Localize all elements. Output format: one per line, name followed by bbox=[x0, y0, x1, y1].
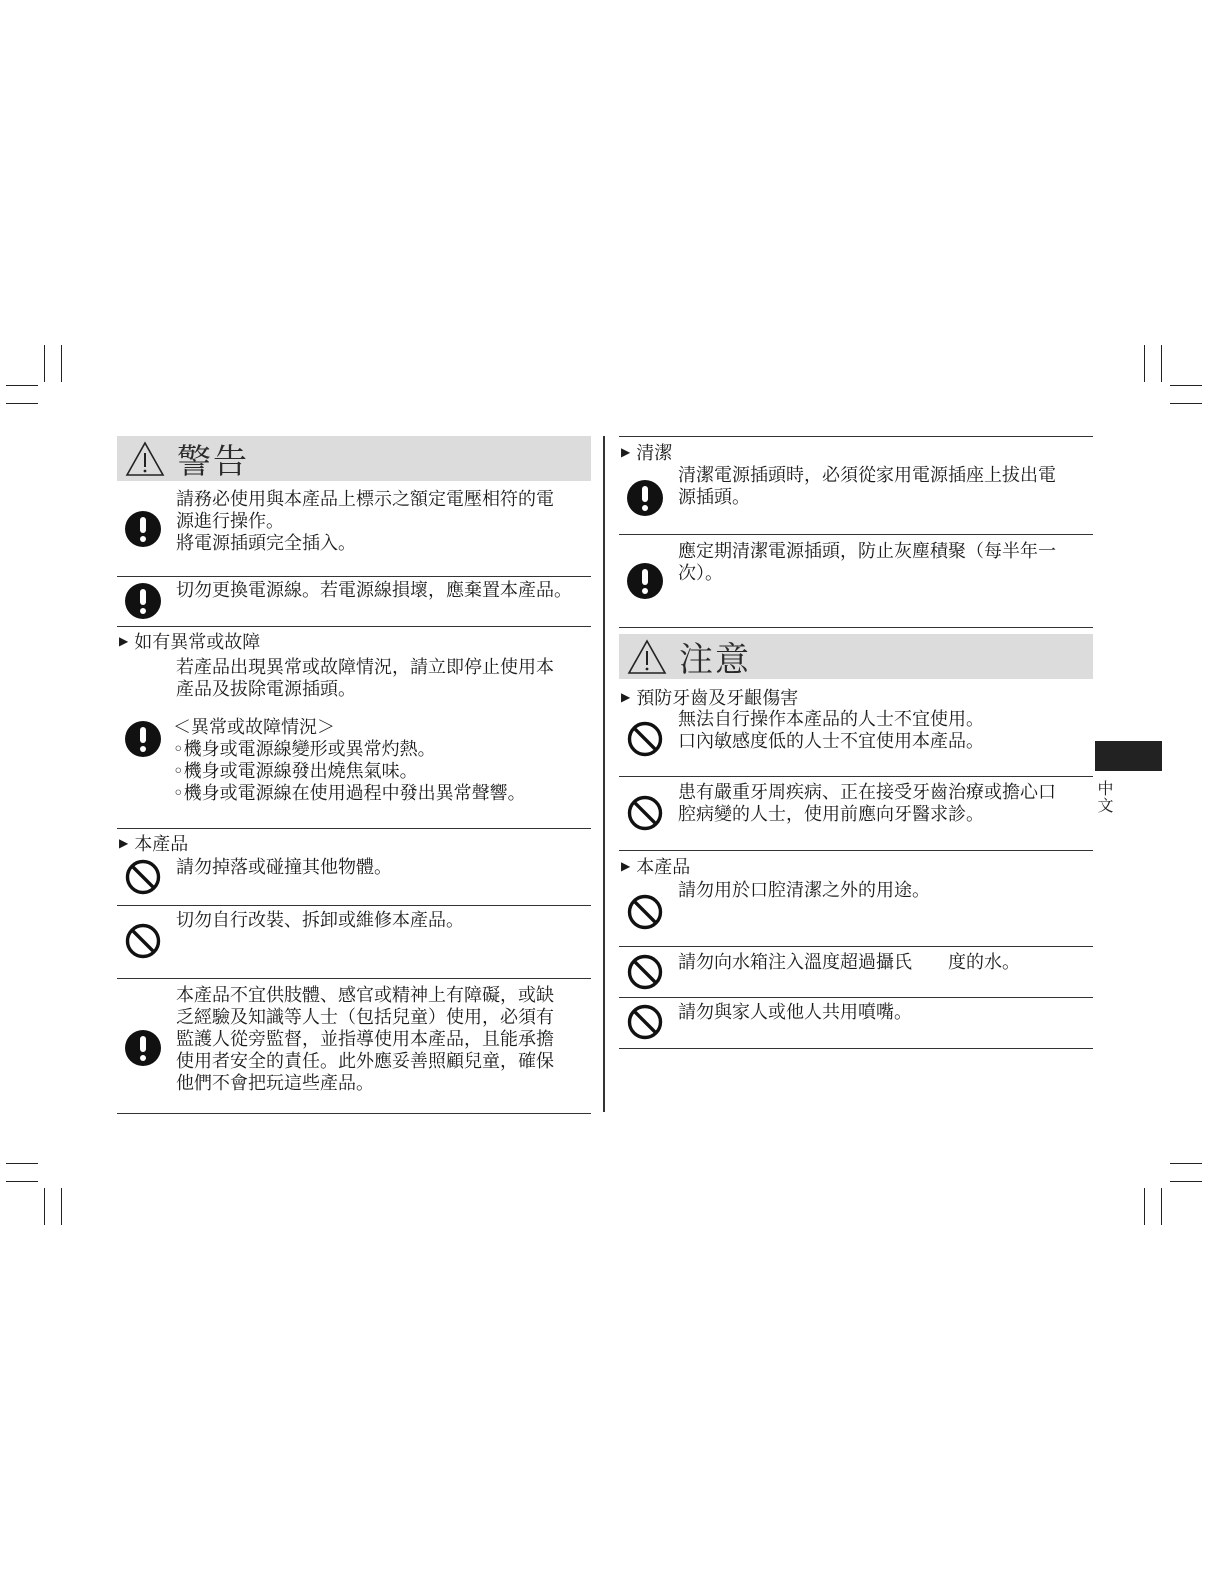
triangle-right-icon: ▶ bbox=[119, 836, 129, 850]
section-heading bbox=[117, 831, 591, 855]
cleaning-item bbox=[619, 464, 1093, 534]
warning-triangle-icon bbox=[627, 639, 667, 675]
warning-item bbox=[117, 906, 591, 978]
cleaning-heading: 清潔 bbox=[636, 443, 673, 464]
text-line: 產品及拔除電源插頭。 bbox=[176, 679, 356, 700]
triangle-right-icon: ▶ bbox=[621, 445, 631, 459]
text-line: 他們不會把玩這些產品。 bbox=[176, 1073, 374, 1094]
divider bbox=[619, 1048, 1093, 1049]
crop-mark bbox=[44, 345, 45, 382]
text-line: 源插頭。 bbox=[678, 487, 750, 508]
text-line: 請勿與家人或他人共用噴嘴。 bbox=[678, 1002, 912, 1023]
caution-item bbox=[619, 709, 1093, 776]
divider bbox=[619, 436, 1093, 437]
text-line: 切勿更換電源線。若電源線損壞，應棄置本產品。 bbox=[176, 580, 572, 601]
abnormal-heading: 如有異常或故障 bbox=[134, 632, 261, 653]
crop-mark bbox=[1144, 345, 1145, 382]
crop-mark bbox=[1161, 1188, 1162, 1225]
triangle-right-icon: ▶ bbox=[119, 634, 129, 648]
language-tab bbox=[1095, 741, 1162, 771]
text-line: 源進行操作。 bbox=[176, 511, 284, 532]
column-divider bbox=[603, 436, 605, 1112]
text-line: 請務必使用與本產品上標示之額定電壓相符的電 bbox=[176, 489, 554, 510]
warning-triangle-icon bbox=[125, 441, 165, 477]
section-heading bbox=[117, 629, 591, 653]
exclamation-circle-icon bbox=[125, 511, 161, 547]
text-line: 次）。 bbox=[678, 563, 723, 584]
cleaning-item bbox=[619, 535, 1093, 627]
text-line: 請勿用於口腔清潔之外的用途。 bbox=[678, 880, 930, 901]
exclamation-circle-icon bbox=[125, 583, 161, 619]
warning-item bbox=[117, 653, 591, 828]
divider bbox=[619, 850, 1093, 851]
crop-mark bbox=[1170, 385, 1202, 386]
warning-item bbox=[117, 855, 591, 905]
prohibition-icon bbox=[627, 795, 663, 831]
text-line: 請勿向水箱注入溫度超過攝氏 度的水。 bbox=[678, 952, 1020, 973]
text-line: 無法自行操作本產品的人士不宜使用。 bbox=[678, 709, 984, 730]
caution-title: 注意 bbox=[679, 640, 751, 680]
text-line: 腔病變的人士，使用前應向牙醫求診。 bbox=[678, 804, 984, 825]
caution-column bbox=[619, 436, 1093, 1049]
divider bbox=[117, 626, 591, 627]
prohibition-icon bbox=[125, 923, 161, 959]
divider bbox=[117, 828, 591, 829]
text-line: 將電源插頭完全插入。 bbox=[176, 533, 356, 554]
exclamation-circle-icon bbox=[125, 721, 161, 757]
text-line: 乏經驗及知識等人士（包括兒童）使用，必須有 bbox=[176, 1007, 554, 1028]
text-line: 若產品出現異常或故障情況，請立即停止使用本 bbox=[176, 657, 554, 678]
warning-column bbox=[117, 436, 591, 1114]
text-line: 清潔電源插頭時，必須從家用電源插座上拔出電 bbox=[678, 465, 1056, 486]
text-line: 患有嚴重牙周疾病、正在接受牙齒治療或擔心口 bbox=[678, 782, 1056, 803]
text-line: 請勿掉落或碰撞其他物體。 bbox=[176, 857, 392, 878]
text-line: 使用者安全的責任。此外應妥善照顧兒童，確保 bbox=[176, 1051, 554, 1072]
crop-mark bbox=[61, 1188, 62, 1225]
crop-mark bbox=[6, 403, 38, 404]
warning-banner bbox=[117, 436, 591, 481]
list-item: ◦機身或電源線變形或異常灼熱。 bbox=[173, 739, 436, 760]
text-line: 本產品不宜供肢體、感官或精神上有障礙，或缺 bbox=[176, 985, 554, 1006]
divider bbox=[117, 1113, 591, 1114]
section-heading bbox=[619, 440, 1093, 464]
crop-mark bbox=[1144, 1188, 1145, 1225]
crop-mark bbox=[1170, 1163, 1202, 1164]
exclamation-circle-icon bbox=[627, 480, 663, 516]
section-heading bbox=[619, 685, 1093, 709]
warning-title: 警告 bbox=[177, 442, 249, 482]
language-label: 中文 bbox=[1095, 780, 1114, 814]
list-title: ＜異常或故障情況＞ bbox=[173, 717, 335, 738]
caution-product-heading: 本產品 bbox=[636, 857, 691, 878]
product-heading: 本產品 bbox=[134, 834, 189, 855]
section-heading bbox=[619, 854, 1093, 878]
crop-mark bbox=[1161, 345, 1162, 382]
triangle-right-icon: ▶ bbox=[621, 859, 631, 873]
crop-mark bbox=[1170, 403, 1202, 404]
crop-mark bbox=[1170, 1181, 1202, 1182]
caution-item bbox=[619, 947, 1093, 997]
prohibition-icon bbox=[627, 721, 663, 757]
caution-item bbox=[619, 998, 1093, 1048]
prohibition-icon bbox=[125, 859, 161, 895]
teeth-heading: 預防牙齒及牙齦傷害 bbox=[636, 688, 799, 709]
warning-item bbox=[117, 979, 591, 1113]
prohibition-icon bbox=[627, 954, 663, 990]
crop-mark bbox=[61, 345, 62, 382]
text-line: 應定期清潔電源插頭，防止灰塵積聚（每半年一 bbox=[678, 541, 1056, 562]
crop-mark bbox=[6, 385, 38, 386]
text-line: 口內敏感度低的人士不宜使用本產品。 bbox=[678, 731, 984, 752]
list-item: ◦機身或電源線發出燒焦氣味。 bbox=[173, 761, 418, 782]
crop-mark bbox=[6, 1181, 38, 1182]
prohibition-icon bbox=[627, 1004, 663, 1040]
list-item: ◦機身或電源線在使用過程中發出異常聲響。 bbox=[173, 783, 526, 804]
exclamation-circle-icon bbox=[125, 1030, 161, 1066]
warning-item bbox=[117, 577, 591, 626]
crop-mark bbox=[6, 1163, 38, 1164]
warning-item bbox=[117, 481, 591, 576]
caution-banner bbox=[619, 634, 1093, 679]
triangle-right-icon: ▶ bbox=[621, 690, 631, 704]
divider bbox=[619, 627, 1093, 628]
prohibition-icon bbox=[627, 894, 663, 930]
exclamation-circle-icon bbox=[627, 563, 663, 599]
caution-item bbox=[619, 878, 1093, 946]
crop-mark bbox=[44, 1188, 45, 1225]
caution-item bbox=[619, 777, 1093, 850]
text-line: 切勿自行改裝、拆卸或維修本產品。 bbox=[176, 910, 464, 931]
text-line: 監護人從旁監督，並指導使用本產品，且能承擔 bbox=[176, 1029, 554, 1050]
